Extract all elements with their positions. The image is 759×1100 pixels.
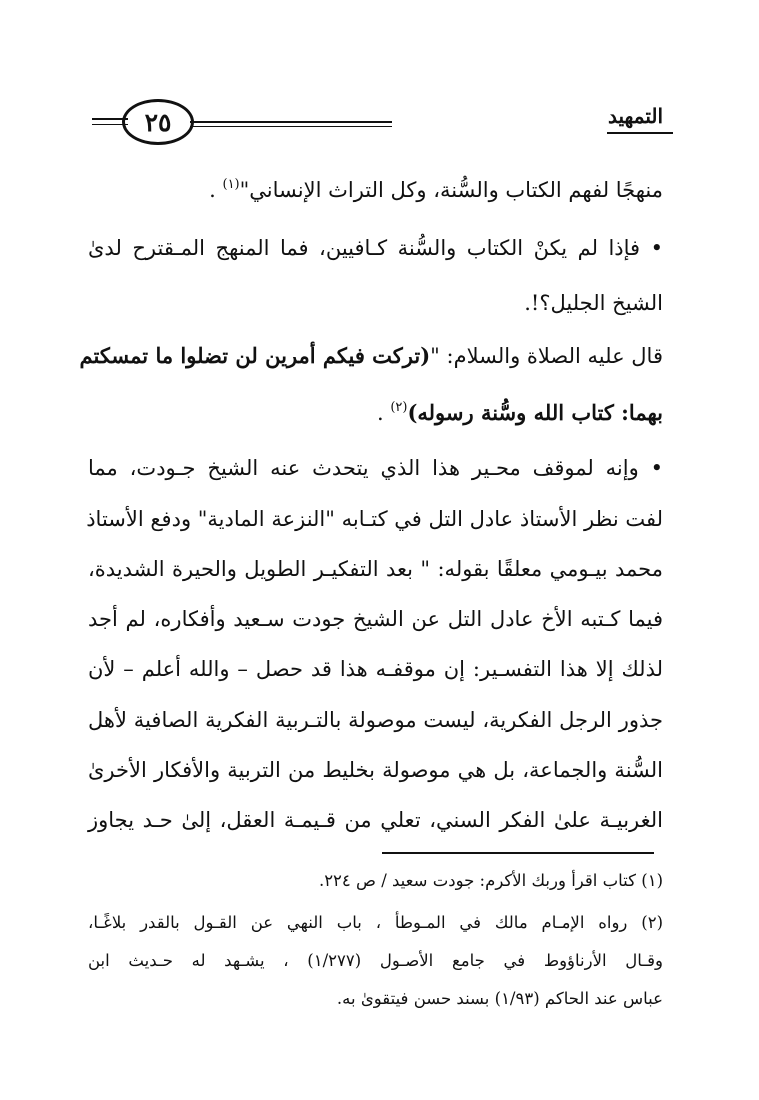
text-line: فيما كـتبه الأخ عادل التل عن الشيخ جودت سـعيد وأفكاره، لم أجد — [88, 607, 663, 631]
text-line — [79, 341, 663, 371]
footnote-ref: (١) — [222, 177, 240, 192]
line-text: منهجًا لفهم الكتاب والسُّنة، وكل التراث الإنساني" — [239, 178, 663, 202]
chapter-title: التمهيد — [608, 104, 663, 128]
text-line: الغربيـة علىٰ الفكر السني، تعلي من قـيمـة العقل، إلىٰ حـد يجاوز — [88, 808, 663, 832]
text-line: الشيخ الجليل؟!. — [524, 291, 663, 315]
footnote-2-line: (٢) رواه الإمـام مالك في المـوطأ ، باب النهي عن القـول بالقدر بلاغًـا، — [88, 913, 663, 932]
text-line: لفت نظر الأستاذ عادل التل في كتـابه "النزعة المادية" ودفع الأستاذ — [86, 507, 663, 531]
footnote-ref: (٢) — [390, 400, 408, 415]
line-end: . — [376, 401, 391, 425]
footnote-separator — [382, 852, 654, 854]
header-rule-middle-thin — [190, 126, 392, 127]
text-line: السُّنة والجماعة، بل هي موصولة بخليط من التربية والأفكار الأخرىٰ — [88, 758, 663, 782]
line-text: قال عليه الصلاة والسلام: " — [430, 344, 663, 368]
hadith-text: بهما: كتاب الله وسُّنة رسوله) — [407, 400, 663, 425]
footnote-2-line: عباس عند الحاكم (١/٩٣) بسند حسن فيتقوىٰ به. — [336, 989, 663, 1008]
text-line: • وإنه لموقف محـير هذا الذي يتحدث عنه الشيخ جـودت، مما — [88, 456, 663, 480]
footnote-2-line: وقـال الأرناؤوط في جامع الأصـول (١/٢٧٧) ، يشـهد له حـديث ابن — [88, 951, 663, 970]
footnote-1: (١) كتاب اقرأ وربك الأكرم: جودت سعيد / ص ٢٢٤. — [318, 871, 663, 890]
text-line — [88, 393, 663, 428]
text-line: جذور الرجل الفكرية، ليست موصولة بالتـربية الفكرية الصافية لأهل — [88, 708, 663, 732]
line-end: . — [209, 178, 223, 202]
page-number: ٢٥ — [122, 99, 194, 145]
text-line — [88, 170, 663, 205]
chapter-title-underline — [607, 132, 673, 134]
header-rule-middle — [190, 121, 392, 123]
hadith-text: (تركت فيكم أمرين لن تضلوا ما تمسكتم — [79, 343, 431, 368]
text-line: • فإذا لم يكنْ الكتاب والسُّنة كـافيين، فما المنهج المـقترح لدىٰ — [88, 236, 663, 260]
text-line: محمد بيـومي معلقًا بقوله: " بعد التفكيـر الطويل والحيرة الشديدة، — [88, 557, 663, 581]
text-line: لذلك إلا هذا التفسـير: إن موقفـه هذا قد حصل – والله أعلم – لأن — [88, 657, 663, 681]
